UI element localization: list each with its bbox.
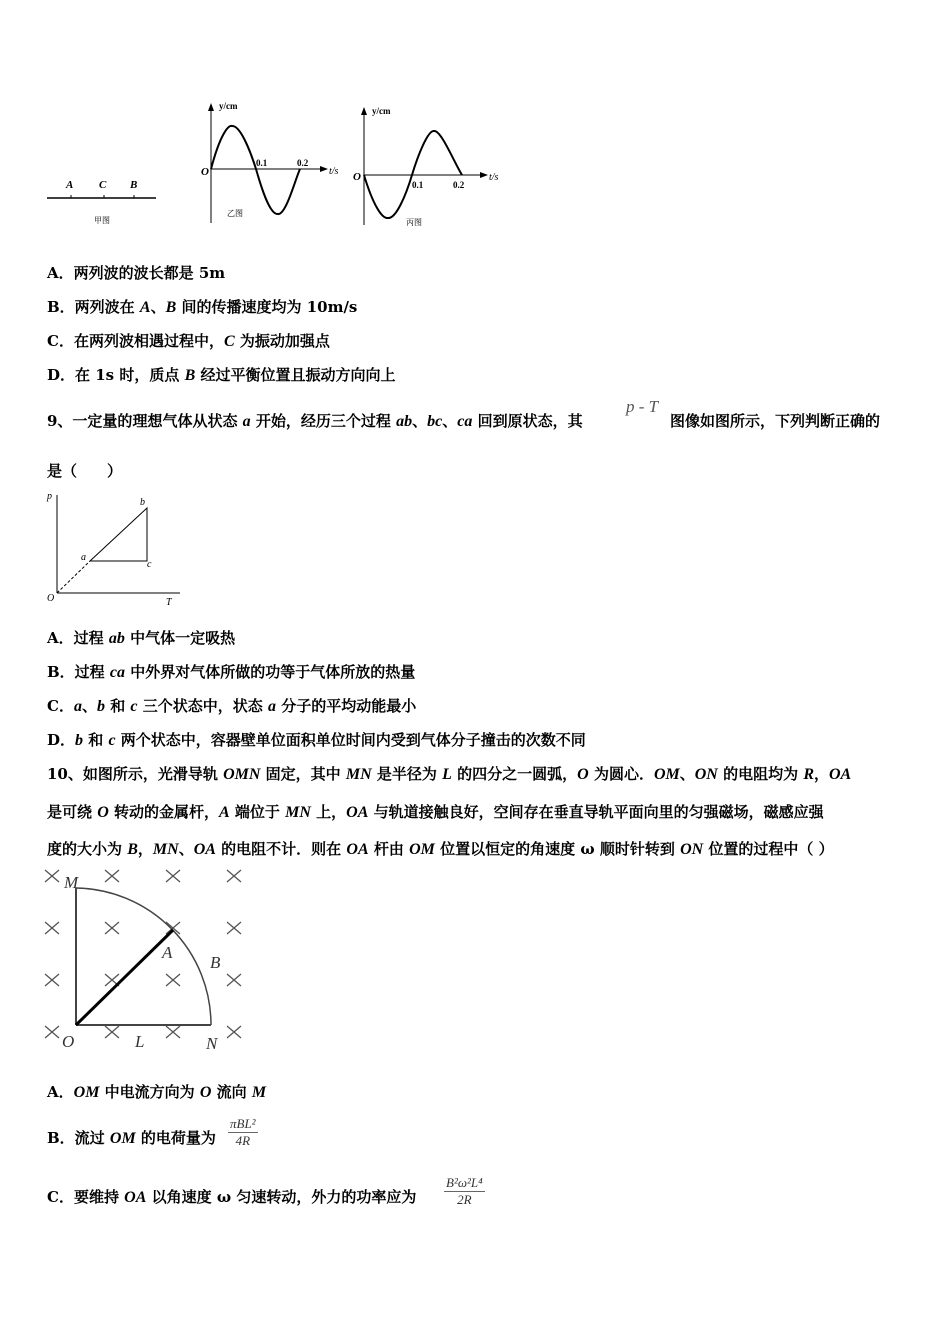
text-segment: ca [109,664,126,681]
text-segment: ab [396,413,413,430]
text-segment: 经过平衡位置且振动方向向上 [195,366,396,384]
text-segment: B [165,299,177,316]
text-segment: R [803,766,814,783]
text-segment: 开始，经历三个过程 [250,412,397,430]
text-segment: c [108,732,116,749]
text-segment: OMN [223,766,261,783]
text-segment: MN [285,804,311,821]
svg-text:T: T [166,597,172,608]
text-segment: 、 [442,412,458,430]
svg-text:N: N [206,1034,218,1053]
q9-option-d [47,729,586,750]
svg-text:0.1: 0.1 [256,158,268,168]
q10-stem-2 [47,801,824,822]
magnetic-field-cross-icon [45,974,59,986]
text-segment: OA [829,766,852,783]
text-segment: 三个状态中，状态 [137,697,268,715]
text-segment: 、 [679,765,695,783]
point-label: C [99,179,107,191]
text-segment: 两个状态中，容器壁单位面积单位时间内受到气体分子撞击的次数不同 [115,731,586,749]
text-segment: C． [47,697,74,715]
svg-text:O: O [353,171,361,183]
magnetic-field-cross-icon [45,1026,59,1038]
figure-bing [353,106,499,227]
text-segment: OA [346,841,369,858]
svg-text:p: p [47,491,52,502]
svg-text:A: A [162,943,173,962]
q10-option-b [47,1127,216,1148]
text-segment: 上， [310,803,347,821]
svg-text:0.2: 0.2 [297,158,309,168]
rail-diagram [40,862,255,1057]
svg-text:O: O [62,1032,75,1051]
text-segment: ， [813,765,829,783]
text-segment: 固定，其中 [260,765,346,783]
text-segment: b [96,698,105,715]
text-segment: B．过程 [47,663,110,681]
text-segment: 的电阻均为 [717,765,804,783]
svg-text:y/cm: y/cm [372,106,391,116]
text-segment: 是半径为 [371,765,443,783]
text-segment: 中电流方向为 [99,1083,200,1101]
q10-option-a [47,1081,266,1102]
text-segment: 端位于 [229,803,286,821]
svg-text:M: M [64,873,79,892]
svg-text:丙图: 丙图 [406,218,422,227]
text-segment: A [219,804,230,821]
text-segment: D． [47,731,76,749]
text-segment: M [251,1084,267,1101]
magnetic-field-cross-icon [105,870,119,882]
magnetic-field-cross-icon [227,922,241,934]
figure-jia [47,179,156,225]
text-segment: OM [73,1084,100,1101]
text-segment: 和 [83,731,109,749]
text-segment: OA [346,804,369,821]
svg-text:b: b [140,497,145,508]
text-segment: 、 [178,840,194,858]
text-segment: C．要维持 [47,1188,125,1206]
text-segment: B．两列波在 [47,298,140,316]
text-segment: 中外界对气体所做的功等于气体所放的热量 [125,663,416,681]
text-segment: ab [108,630,125,647]
magnetic-field-cross-icon [227,870,241,882]
q9-option-c [47,695,416,716]
text-segment: 、 [412,412,428,430]
q9-stem-2 [47,460,122,481]
text-segment: 是可绕 [47,803,98,821]
text-segment: 杆由 [368,840,410,858]
svg-text:c: c [147,559,152,570]
text-segment: O [577,766,589,783]
magnetic-field-cross-icon [166,974,180,986]
text-segment: a [267,698,276,715]
text-segment: D．在 1s 时，质点 [47,366,185,384]
svg-text:O: O [47,593,55,604]
text-segment: 为振动加强点 [234,332,330,350]
text-segment: 位置以恒定的角速度 ω 顺时针转到 [434,840,681,858]
text-segment: MN [152,841,179,858]
magnetic-field-cross-icon [166,1026,180,1038]
magnetic-field-cross-icon [166,922,180,934]
q9-tail: 图像如图所示，下列判断正确的 [670,412,881,430]
text-segment: O [97,804,109,821]
text-segment: A．过程 [47,629,109,647]
text-segment: 的电荷量为 [135,1129,216,1147]
text-segment: B [184,367,196,384]
text-segment: OA [193,841,216,858]
text-segment: bc [427,413,443,430]
text-segment: C [223,333,235,350]
text-segment: 9、一定量的理想气体从状态 [47,412,243,430]
text-segment: 转动的金属杆， [108,803,220,821]
pt-formula: p - T [626,397,659,416]
text-segment: C．在两列波相遇过程中， [47,332,224,350]
svg-text:0.1: 0.1 [412,180,424,190]
svg-text:y/cm: y/cm [219,101,238,111]
point-label: A [66,179,74,191]
figure-yi [201,101,339,223]
text-segment: c [130,698,138,715]
text-segment: B [127,841,138,858]
svg-text:L: L [135,1032,145,1051]
power-formula: $\frac{\text{B²ω²L⁴}}{2R}$ [446,1175,483,1207]
svg-text:a: a [81,552,86,563]
text-segment: OM [109,1130,136,1147]
svg-text:乙图: 乙图 [227,209,243,218]
text-segment: 是（ ） [47,462,123,480]
text-segment: a [242,413,251,430]
q8-option-a [47,262,225,283]
svg-text:t/s: t/s [329,166,339,177]
text-segment: L [442,766,452,783]
text-segment: A．两列波的波长都是 5m [47,264,226,282]
text-segment: ON [694,766,718,783]
q9-option-b [47,661,415,682]
magnetic-field-cross-icon [45,870,59,882]
pt-graph [40,485,190,610]
q8-option-d [47,364,395,385]
text-segment: 位置的过程中（ ） [703,840,834,858]
text-segment: 以角速度 ω 匀速转动，外力的功率应为 [146,1188,417,1206]
text-segment: 流向 [211,1083,252,1101]
magnetic-field-cross-icon [45,922,59,934]
text-segment: 分子的平均动能最小 [275,697,417,715]
charge-formula: πBL² 4R [230,1116,256,1148]
text-segment: 10、如图所示，光滑导轨 [47,765,224,783]
magnetic-field-cross-icon [166,870,180,882]
svg-text:B: B [210,953,221,972]
wave-figures [40,95,510,235]
text-segment: MN [345,766,372,783]
magnetic-field-cross-icon [227,1026,241,1038]
svg-text:t/s: t/s [489,172,499,183]
text-segment: A [139,299,151,316]
q9-stem [47,410,583,431]
text-segment: OA [124,1189,147,1206]
text-segment: 间的传播速度均为 10m/s [176,298,358,316]
q10-option-c [47,1186,416,1207]
q10-stem-3 [47,838,834,859]
text-segment: 的电阻不计．则在 [215,840,347,858]
text-segment: 为圆心． [588,765,654,783]
text-segment: ca [457,413,473,430]
text-segment: B．流过 [47,1129,110,1147]
text-segment: a [73,698,82,715]
magnetic-field-cross-icon [105,1026,119,1038]
text-segment: O [199,1084,212,1101]
text-segment: 与轨道接触良好，空间存在垂直导轨平面向里的匀强磁场，磁感应强 [368,803,824,821]
q9-option-a [47,627,235,648]
text-segment: 和 [104,697,131,715]
q10-stem-1 [47,763,851,784]
text-segment: 度的大小为 [47,840,128,858]
magnetic-field-cross-icon [227,974,241,986]
point-label: B [130,179,138,191]
text-segment: 的四分之一圆弧， [451,765,578,783]
q8-option-c [47,330,330,351]
text-segment: ， [137,840,153,858]
text-segment: 回到原状态，其 [472,412,583,430]
text-segment: 中气体一定吸热 [124,629,236,647]
svg-text:O: O [201,166,209,178]
text-segment: b [75,732,84,749]
caption: 甲图 [94,216,110,225]
text-segment: A． [47,1083,74,1101]
text-segment: OM [653,766,680,783]
text-segment: 、 [81,697,97,715]
text-segment: 、 [150,298,166,316]
magnetic-field-cross-icon [105,922,119,934]
svg-text:0.2: 0.2 [453,180,465,190]
q8-option-b [47,296,357,317]
text-segment: OM [409,841,435,858]
text-segment: ON [680,841,704,858]
